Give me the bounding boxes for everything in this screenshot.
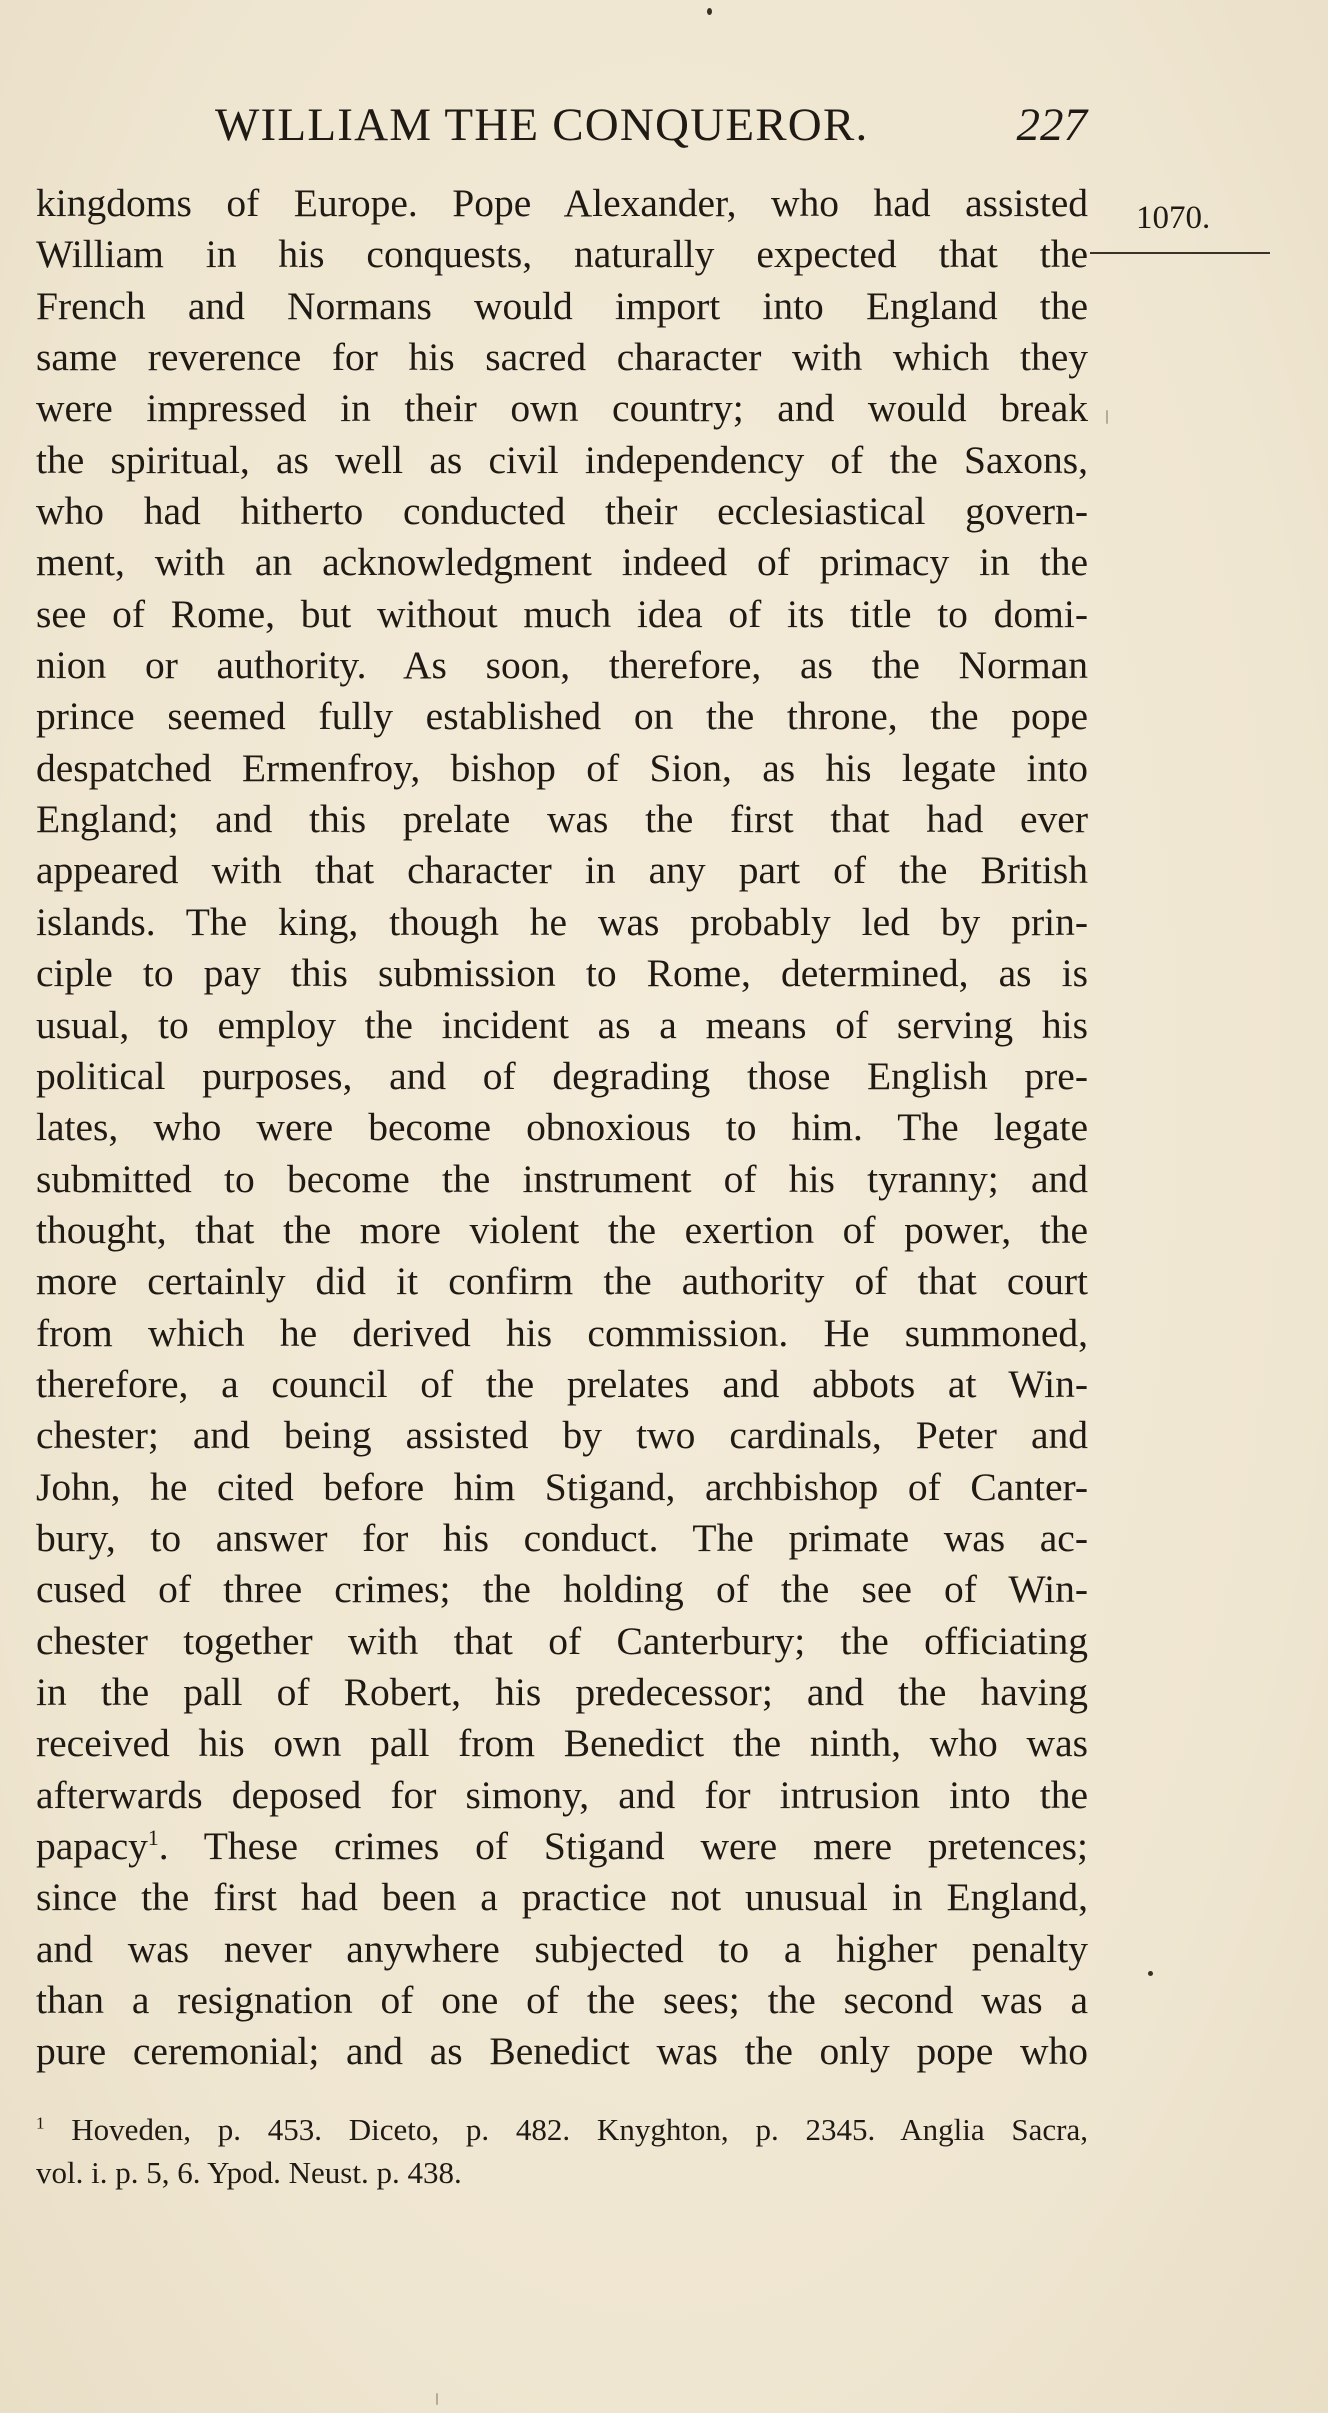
text-line: and was never anywhere subjected to a higher penalty <box>36 1926 1088 1971</box>
footnote-text: Hoveden, p. 453. Diceto, p. 482. Knyghton, p. 2345. Anglia Sacra, <box>71 2112 1089 2147</box>
text-line: appeared with that character in any part of the British <box>36 848 1088 893</box>
text-fragment: . These crimes of Stigand were mere pretences; <box>158 1824 1088 1868</box>
margin-year: 1070. <box>1136 200 1211 236</box>
text-line: than a resignation of one of the sees; the second was a <box>36 1978 1088 2023</box>
text-line: kingdoms of Europe. Pope Alexander, who had assisted <box>36 181 1088 225</box>
running-head <box>215 98 1087 158</box>
footnote-marker: 1 <box>36 2113 45 2133</box>
text-line: afterwards deposed for simony, and for intrusion into the <box>36 1772 1088 1817</box>
text-line: therefore, a council of the prelates and abbots at Win- <box>36 1361 1088 1406</box>
footnote-reference: 1 <box>147 1825 159 1850</box>
body-text <box>36 178 1088 2078</box>
text-line-with-footnote <box>36 1821 1088 1872</box>
text-line: thought, that the more violent the exertion of power, the <box>36 1207 1088 1252</box>
text-line: islands. The king, though he was probably led by prin- <box>36 899 1088 944</box>
page-number: 227 <box>1016 99 1087 151</box>
ink-speck-margin-1 <box>1106 410 1108 424</box>
running-title: WILLIAM THE CONQUEROR. <box>215 99 869 151</box>
text-line: see of Rome, but without much idea of its title to domi- <box>36 591 1088 636</box>
text-line: same reverence for his sacred character with which they <box>36 335 1088 380</box>
text-line: John, he cited before him Stigand, archbishop of Canter- <box>36 1464 1088 1509</box>
text-line: pure ceremonial; and as Benedict was the only pope who <box>36 2029 1088 2074</box>
ink-speck-margin-2 <box>1148 1971 1153 1976</box>
text-line: usual, to employ the incident as a means of serving his <box>36 1002 1088 1047</box>
text-line: chester; and being assisted by two cardinals, Peter and <box>36 1413 1088 1458</box>
text-line: bury, to answer for his conduct. The primate was ac- <box>36 1515 1088 1560</box>
margin-rule <box>1090 252 1270 254</box>
text-line: England; and this prelate was the first that had ever <box>36 797 1088 842</box>
text-line: French and Normans would import into England the <box>36 283 1088 328</box>
text-line: William in his conquests, naturally expected that the <box>36 232 1088 277</box>
text-line: the spiritual, as well as civil independency of the Saxons, <box>36 437 1088 482</box>
footnotes <box>36 2108 1088 2194</box>
ink-speck-top <box>707 8 712 15</box>
text-line: were impressed in their own country; and would break <box>36 386 1088 431</box>
text-line: submitted to become the instrument of his tyranny; and <box>36 1156 1088 1201</box>
text-line: nion or authority. As soon, therefore, as the Norman <box>36 643 1088 688</box>
footnote-line: vol. i. p. 5, 6. Ypod. Neust. p. 438. <box>36 2155 462 2190</box>
footnote-line <box>36 2108 1088 2151</box>
text-line: who had hitherto conducted their ecclesiastical govern- <box>36 489 1088 534</box>
text-line: cused of three crimes; the holding of the see of Win- <box>36 1567 1088 1612</box>
text-line: received his own pall from Benedict the ninth, who was <box>36 1721 1088 1766</box>
text-line: ment, with an acknowledgment indeed of primacy in the <box>36 540 1088 585</box>
text-line: ciple to pay this submission to Rome, determined, as is <box>36 951 1088 996</box>
text-line: despatched Ermenfroy, bishop of Sion, as his legate into <box>36 745 1088 790</box>
text-line: in the pall of Robert, his predecessor; and the having <box>36 1669 1088 1714</box>
text-line: lates, who were become obnoxious to him. The legate <box>36 1105 1088 1150</box>
text-line: political purposes, and of degrading those English pre- <box>36 1053 1088 1098</box>
text-line: prince seemed fully established on the throne, the pope <box>36 694 1088 739</box>
text-line: since the first had been a practice not unusual in England, <box>36 1875 1088 1920</box>
text-fragment: papacy <box>36 1824 148 1868</box>
text-line: chester together with that of Canterbury; the officiating <box>36 1618 1088 1663</box>
ink-speck-bottom <box>436 2393 438 2405</box>
text-line: more certainly did it confirm the authority of that court <box>36 1259 1088 1304</box>
text-line: from which he derived his commission. He summoned, <box>36 1310 1088 1355</box>
